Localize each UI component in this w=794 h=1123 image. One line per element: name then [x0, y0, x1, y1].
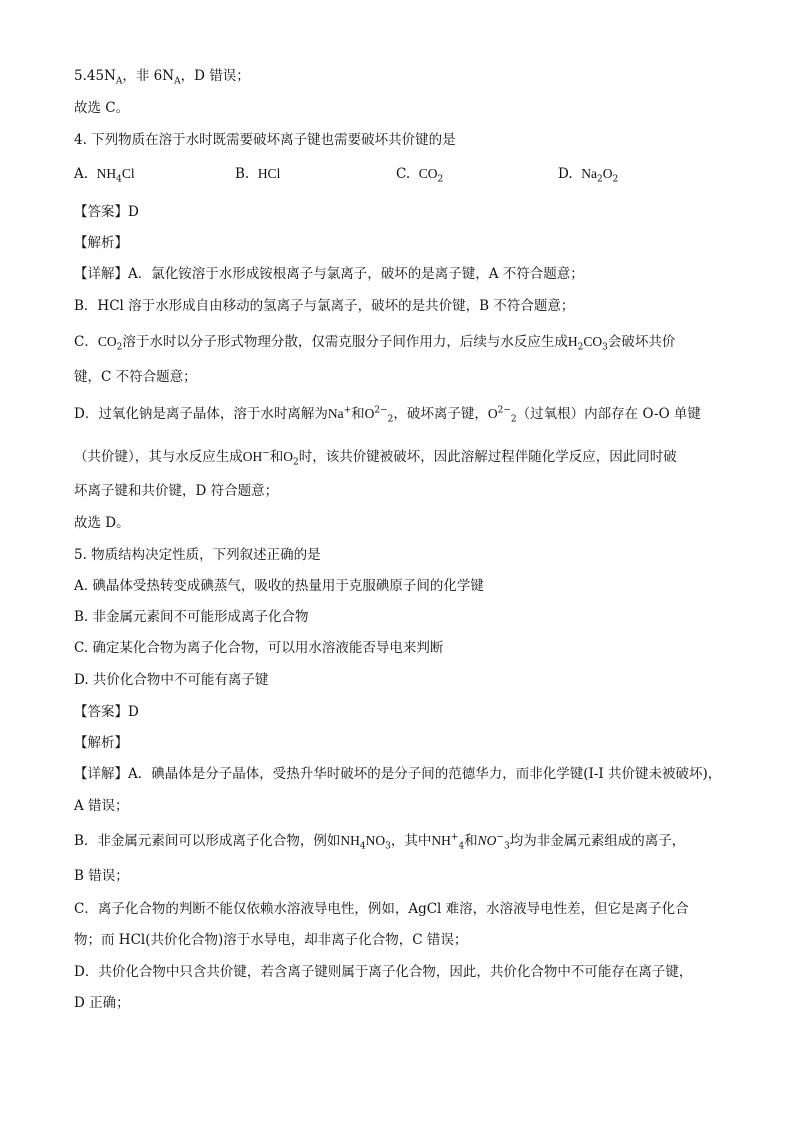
q4-detail-d-line3: 坏离子键和共价键，D 符合题意； — [74, 483, 279, 499]
q5-option-d: D. 共价化合物中不可能有离子键 — [74, 672, 269, 688]
q4-option-d: D. $Na_2O_2$ — [558, 166, 619, 185]
question-4-stem: 4. 下列物质在溶于水时既需要破坏离子键也需要破坏共价键的是 — [74, 132, 456, 148]
q5-analysis-heading: 【解析】 — [74, 735, 128, 751]
q5-detail-a-line1: 【详解】A．碘晶体是分子晶体，受热升华时破坏的是分子间的范德华力，而非化学键(I-I 共价键未被破坏)， — [74, 766, 722, 782]
q4-detail-a: 【详解】A．氯化铵溶于水形成铵根离子与氯离子，破坏的是离子键，A 不符合题意； — [74, 266, 584, 282]
q4-choose: 故选 D。 — [74, 515, 130, 531]
q5-option-c: C. 确定某化合物为离子化合物，可以用水溶液能否导电来判断 — [74, 640, 444, 656]
text-line: $5.45N_A$，非 $6N_A$，D 错误； — [74, 68, 250, 87]
text-line: 故选 C。 — [74, 100, 130, 116]
q5-detail-c-line1: C．离子化合物的判断不能仅依赖水溶液导电性，例如，AgCl 难溶，水溶液导电性差，但它是离子化合 — [74, 901, 689, 917]
q5-answer: 【答案】D — [74, 704, 139, 720]
q5-detail-c-line2: 物；而 HCl(共价化合物)溶于水导电，却非离子化合物，C 错误； — [74, 932, 468, 948]
q5-detail-a-line2: A 错误； — [74, 798, 129, 814]
q4-detail-c-line2: 键，C 不符合题意； — [74, 369, 197, 385]
q5-detail-b-line1: B．非金属元素间可以形成离子化合物，例如$NH_4NO_3$，其中$NH^+_4$和$NO^-_3$均为非金属元素组成的离子， — [74, 832, 686, 852]
q4-detail-b: B．HCl 溶于水形成自由移动的氢离子与氯离子，破坏的是共价键，B 不符合题意； — [74, 298, 575, 314]
q4-detail-d-line1: D．过氧化钠是离子晶体，溶于水时离解为Na+和$O^{2-}_2$，破坏离子键，$O^{2-}_2$（过氧根）内部存在 O-O 单键 — [74, 405, 701, 425]
q4-analysis-heading: 【解析】 — [74, 235, 128, 251]
q4-detail-c-line1: C．$CO_2$溶于水时以分子形式物理分散，仅需克服分子间作用力，后续与水反应生成$H_2CO_3$会破坏共价 — [74, 334, 676, 353]
q4-detail-d-line2: （共价键），其与水反应生成OH−和$O_2$时，该共价键被破坏，因此溶解过程伴随化学反应，因此同时破 — [74, 448, 677, 468]
question-5-stem: 5. 物质结构决定性质，下列叙述正确的是 — [74, 547, 321, 563]
q5-option-a: A. 碘晶体受热转变成碘蒸气，吸收的热量用于克服碘原子间的化学键 — [74, 578, 484, 594]
q5-detail-d-line2: D 正确； — [74, 995, 130, 1011]
q4-option-b: B. HCl — [235, 166, 281, 182]
q4-option-c: C. $CO_2$ — [396, 166, 444, 185]
q5-option-b: B. 非金属元素间不可能形成离子化合物 — [74, 609, 309, 625]
q4-answer: 【答案】D — [74, 204, 139, 220]
q4-option-a: A. $NH_4Cl$ — [74, 166, 135, 185]
q5-detail-b-line2: B 错误； — [74, 868, 129, 884]
q5-detail-d-line1: D．共价化合物中只含共价键，若含离子键则属于离子化合物，因此，共价化合物中不可能存在离子键， — [74, 964, 693, 980]
